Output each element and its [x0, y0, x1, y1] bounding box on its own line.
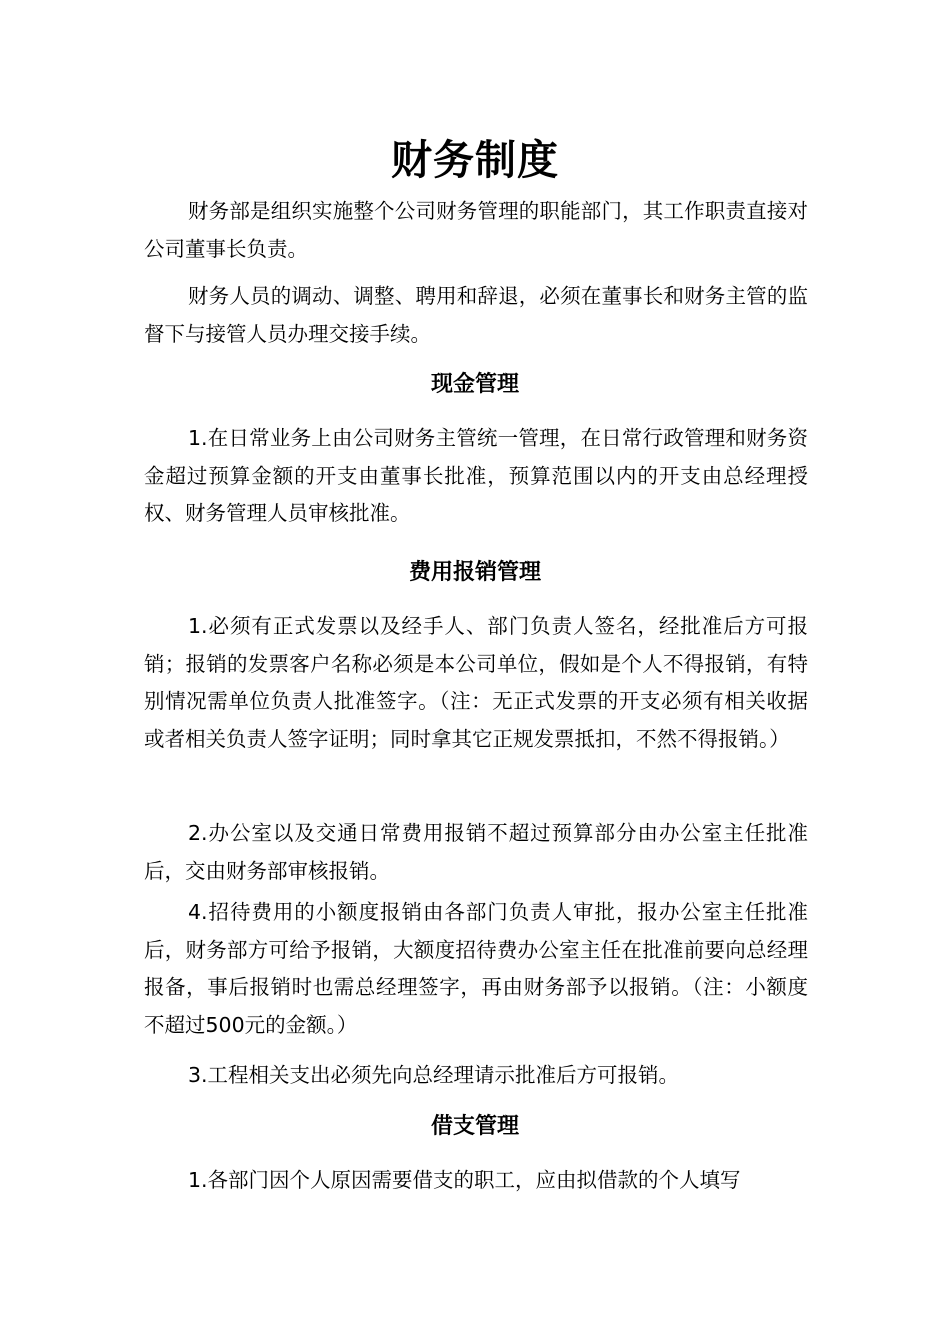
expense-reimbursement-item-4: 4.招待费用的小额度报销由各部门负责人审批，报办公室主任批准后，财务部方可给予报销，大额度招待费办公室主任在批准前要向总经理报备，事后报销时也需总经理签字，再由财务部予以报销。（注：小额度不超过500元的金额。） [144, 900, 808, 1037]
expense-reimbursement-item-3: 3.工程相关支出必须先向总经理请示批准后方可报销。 [188, 1063, 680, 1087]
section-heading-loan-management: 借支管理 [430, 1114, 519, 1139]
section-heading-expense-reimbursement: 费用报销管理 [408, 560, 541, 585]
document-title: 财务制度 [391, 136, 559, 184]
section-heading-cash-management: 现金管理 [430, 372, 519, 397]
intro-paragraph-1: 财务部是组织实施整个公司财务管理的职能部门，其工作职责直接对公司董事长负责。 [144, 199, 808, 261]
cash-management-item-1: 1.在日常业务上由公司财务主管统一管理，在日常行政管理和财务资金超过预算金额的开支由董事长批准，预算范围以内的开支由总经理授权、财务管理人员审核批准。 [144, 426, 808, 525]
expense-reimbursement-item-1: 1.必须有正式发票以及经手人、部门负责人签名，经批准后方可报销；报销的发票客户名称必须是本公司单位，假如是个人不得报销，有特别情况需单位负责人批准签字。（注：无正式发票的开支必须有相关收据或者相关负责人签字证明；同时拿其它正规发票抵扣，不然不得报销。） [144, 614, 808, 751]
loan-management-item-1: 1.各部门因个人原因需要借支的职工，应由拟借款的个人填写 [188, 1168, 741, 1192]
intro-paragraph-2: 财务人员的调动、调整、聘用和辞退，必须在董事长和财务主管的监督下与接管人员办理交接手续。 [144, 284, 808, 346]
expense-reimbursement-item-2: 2.办公室以及交通日常费用报销不超过预算部分由办公室主任批准后，交由财务部审核报销。 [144, 821, 808, 883]
